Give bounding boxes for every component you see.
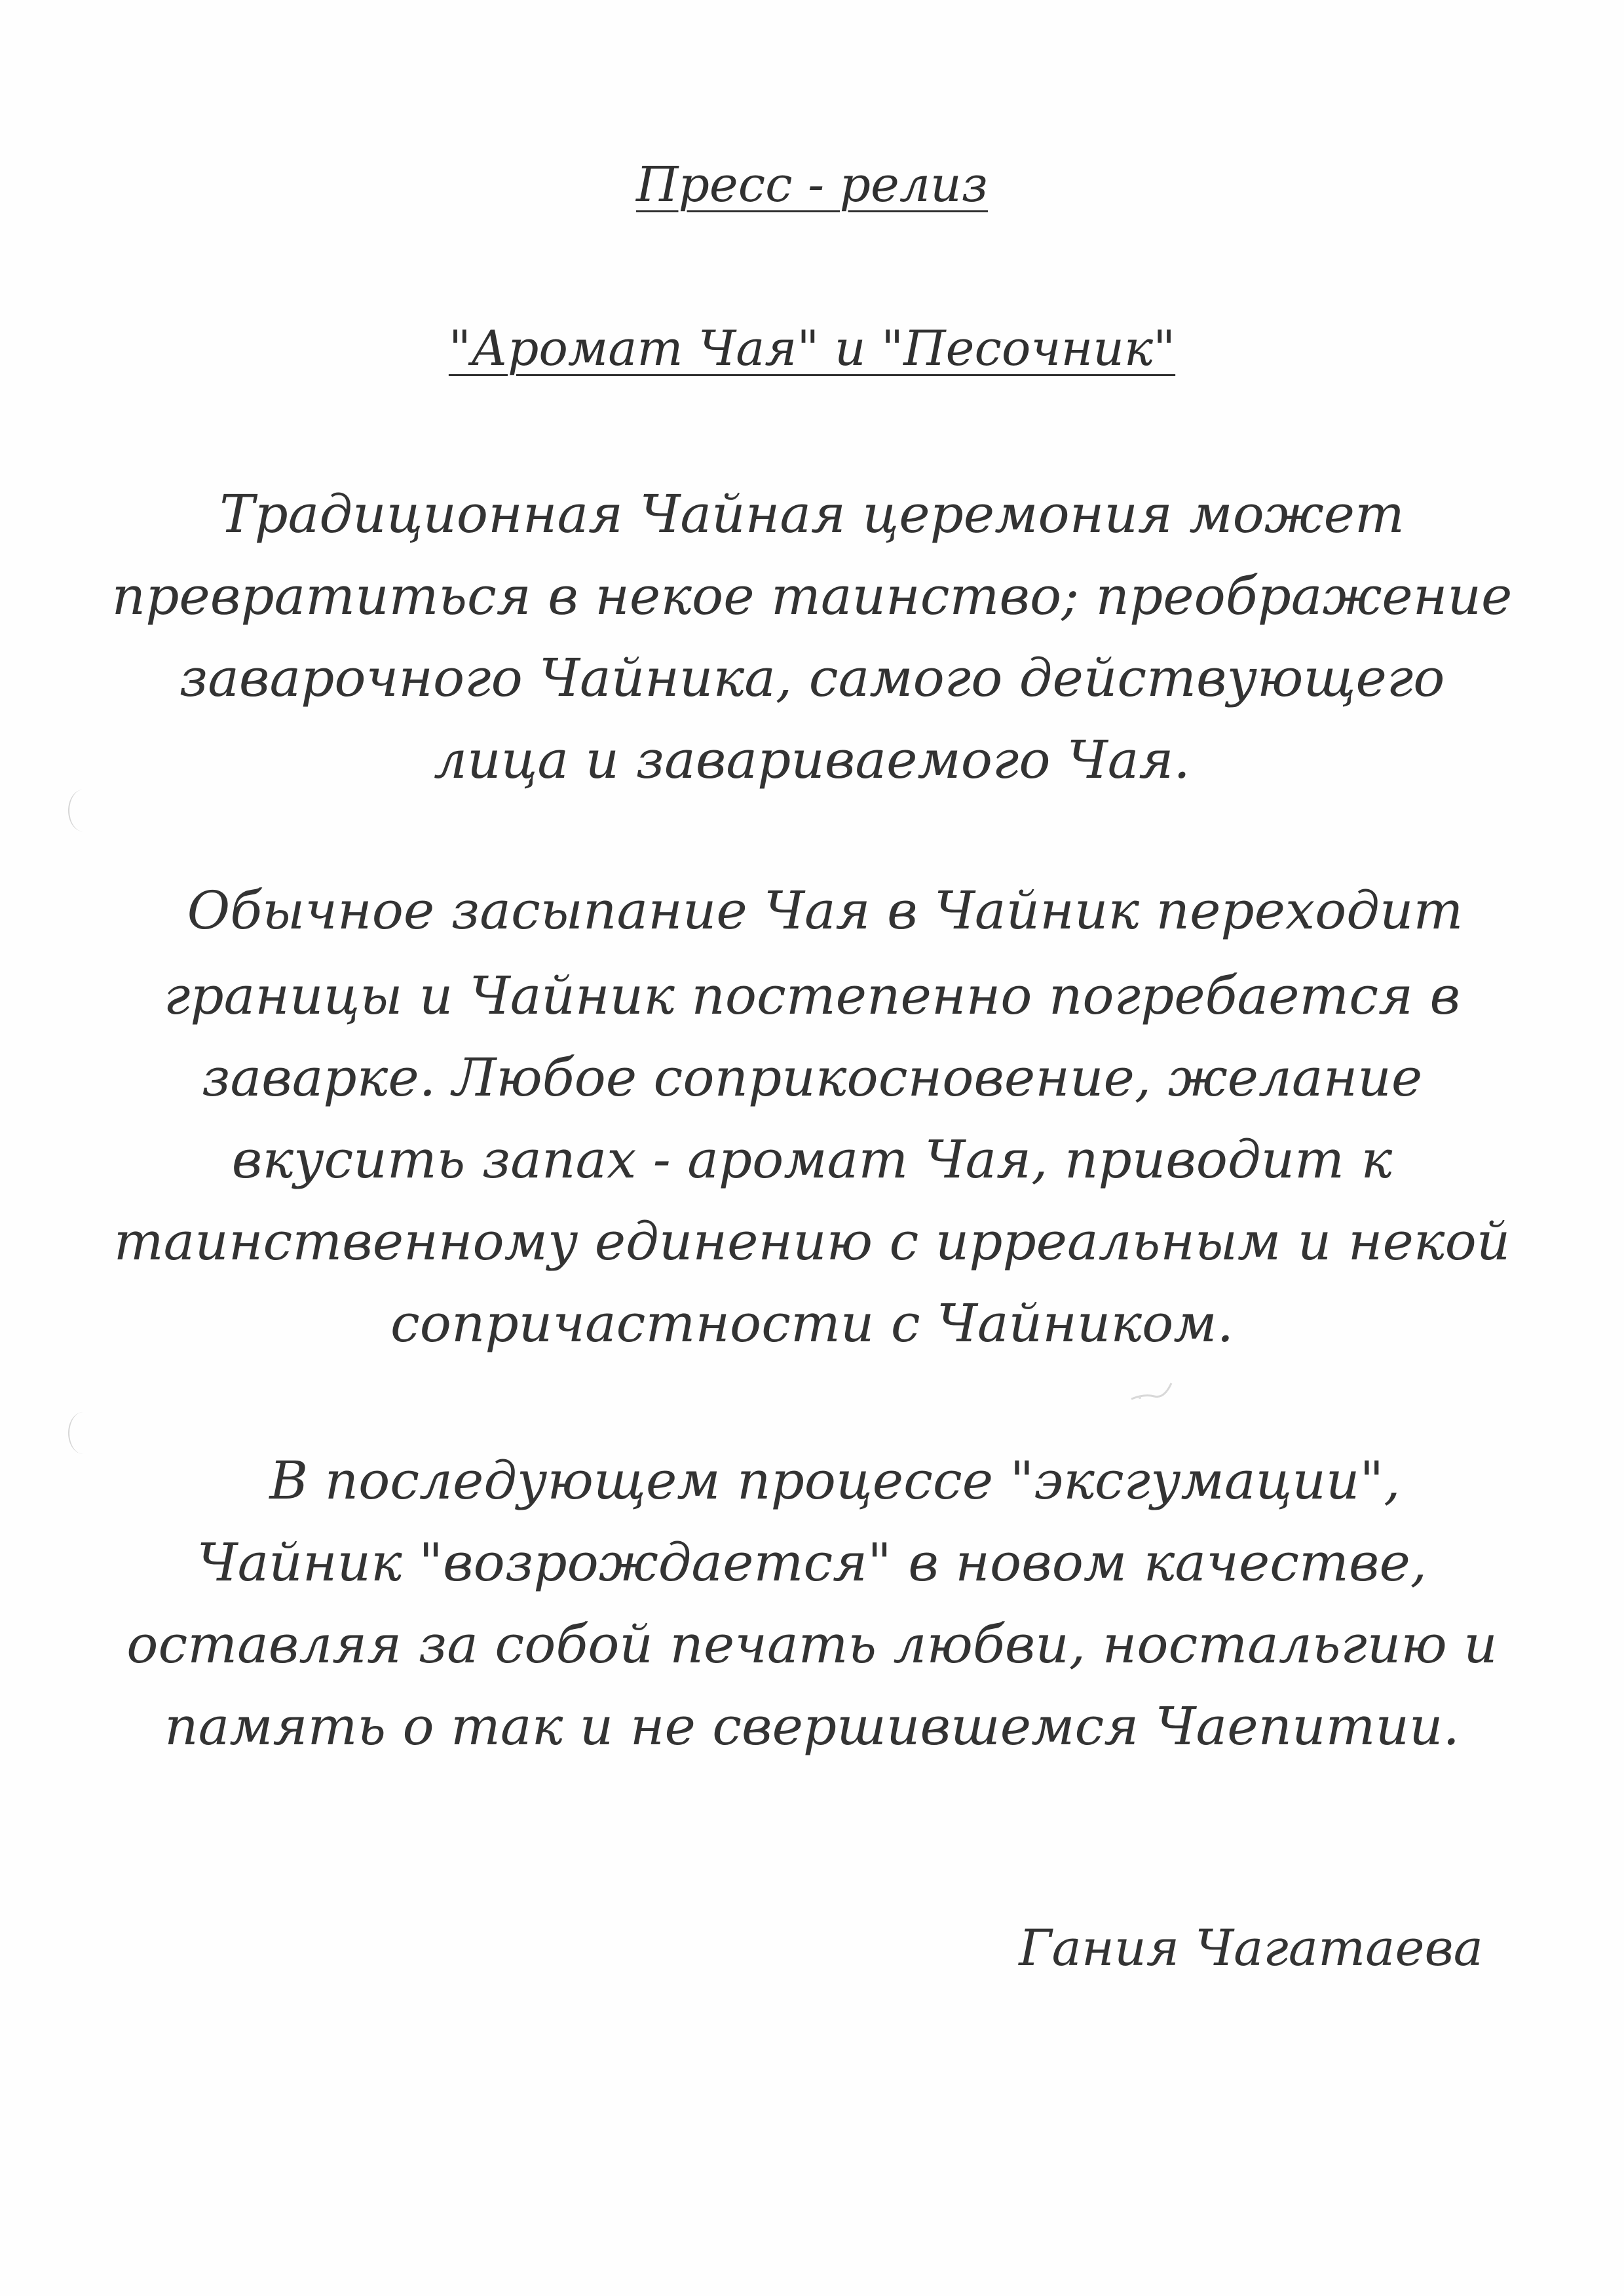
- document-title: Пресс - релиз: [636, 157, 988, 213]
- author-signature: Гания Чагатаева: [1019, 1919, 1483, 1977]
- paragraph-line: вкусить запах - аромат Чая, приводит к: [231, 1129, 1393, 1190]
- paragraph-line: Обычное засыпание Чая в Чайник переходит: [187, 880, 1463, 941]
- paragraph-line: таинственному единению с ирреальным и некой: [113, 1211, 1511, 1272]
- punch-hole-mark: [68, 1412, 98, 1454]
- paragraph-line: заварке. Любое соприкосновение, желание: [201, 1047, 1423, 1108]
- paragraph-line: границы и Чайник постепенно погребается в: [163, 965, 1461, 1026]
- document-subtitle: "Аромат Чая" и "Песочник": [448, 320, 1176, 377]
- punch-hole-mark: [68, 790, 98, 832]
- scan-smudge: [1128, 1379, 1174, 1406]
- paragraph-line: оставляя за собой печать любви, ностальгию и: [126, 1614, 1498, 1675]
- paragraph-line: В последующем процессе "эксгумации",: [269, 1450, 1401, 1511]
- paragraph-line: заварочного Чайника, самого действующего: [179, 647, 1445, 708]
- paragraph-line: превратиться в некое таинство; преображение: [111, 565, 1513, 626]
- paragraph-line: лица и завариваемого Чая.: [434, 729, 1190, 790]
- paragraph-line: Традиционная Чайная церемония может: [219, 484, 1405, 545]
- paragraph-line: сопричастности с Чайником.: [390, 1293, 1234, 1354]
- paragraph-line: память о так и не свершившемся Чаепитии.: [164, 1696, 1460, 1757]
- paragraph-line: Чайник "возрождается" в новом качестве,: [197, 1532, 1427, 1593]
